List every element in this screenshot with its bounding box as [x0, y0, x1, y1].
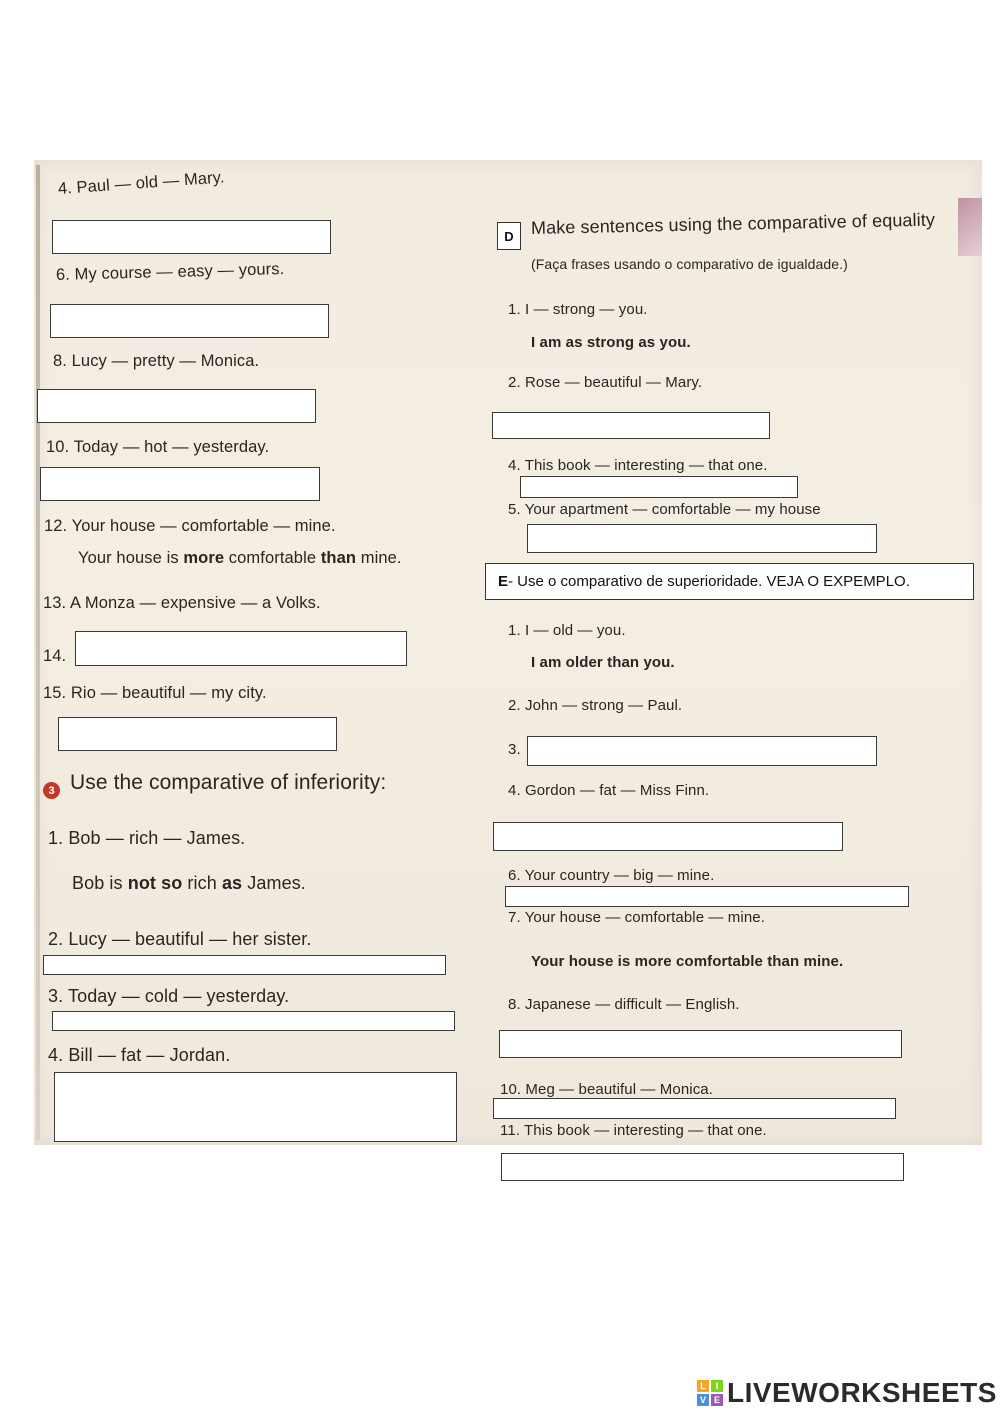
- section-d-example: I am as strong as you.: [531, 334, 691, 351]
- answer-input[interactable]: [494, 823, 842, 850]
- answer-box-3-4[interactable]: [54, 1072, 457, 1142]
- section-e-item-6: 6. Your country — big — mine.: [508, 867, 715, 884]
- exercise-item-14-number: 14.: [43, 647, 67, 665]
- example-sentence-12: Your house is more comfortable than mine.: [78, 549, 402, 567]
- exercise-item-12: 12. Your house — comfortable — mine.: [44, 517, 336, 535]
- section-e-instruction: - Use o comparativo de superioridade. VEJA O EXPEMPLO.: [508, 573, 910, 590]
- answer-input[interactable]: [59, 718, 336, 750]
- answer-input[interactable]: [528, 737, 876, 765]
- section-e-example-7: Your house is more comfortable than mine.: [531, 953, 844, 970]
- answer-input[interactable]: [51, 305, 328, 337]
- section-e-item-8: 8. Japanese — difficult — English.: [508, 996, 740, 1013]
- answer-input[interactable]: [53, 1012, 454, 1030]
- section-e-item-7: 7. Your house — comfortable — mine.: [508, 909, 765, 926]
- section-3-title: Use the comparative of inferiority:: [70, 771, 387, 794]
- logo-grid-icon: [697, 1380, 723, 1406]
- answer-box-3-2[interactable]: [43, 955, 446, 975]
- answer-box-left-4[interactable]: [52, 220, 331, 254]
- section-d-item-4: 4. This book — interesting — that one.: [508, 457, 768, 474]
- answer-input[interactable]: [44, 956, 445, 974]
- answer-input[interactable]: [502, 1154, 903, 1180]
- exercise-item-13: 13. A Monza — expensive — a Volks.: [43, 594, 321, 612]
- section-3-item-4: 4. Bill — fat — Jordan.: [48, 1045, 231, 1065]
- section-e-item-4: 4. Gordon — fat — Miss Finn.: [508, 782, 710, 799]
- answer-input[interactable]: [38, 390, 315, 422]
- exercise-item-4: 4. Paul — old — Mary.: [57, 168, 226, 198]
- section-3-example: Bob is not so rich as James.: [72, 873, 306, 893]
- section-e-item-3-number: 3.: [508, 741, 521, 758]
- answer-box-3-3[interactable]: [52, 1011, 455, 1031]
- exercise-item-10: 10. Today — hot — yesterday.: [46, 438, 270, 456]
- answer-box-e-10[interactable]: [493, 1098, 896, 1119]
- answer-box-e-6[interactable]: [505, 886, 909, 907]
- answer-box-e-11[interactable]: [501, 1153, 904, 1181]
- answer-input[interactable]: [55, 1073, 456, 1141]
- answer-box-left-14[interactable]: [75, 631, 407, 666]
- section-e-item-1: 1. I — old — you.: [508, 622, 626, 639]
- answer-box-left-6[interactable]: [50, 304, 329, 338]
- answer-box-left-10[interactable]: [40, 467, 320, 501]
- section-e-example: I am older than you.: [531, 654, 675, 671]
- answer-box-left-8[interactable]: [37, 389, 316, 423]
- answer-box-e-8[interactable]: [499, 1030, 902, 1058]
- section-3-item-3: 3. Today — cold — yesterday.: [48, 986, 290, 1006]
- section-e-instruction-box: [485, 563, 974, 600]
- exercise-item-15: 15. Rio — beautiful — my city.: [43, 684, 267, 702]
- answer-input[interactable]: [53, 221, 330, 253]
- liveworksheets-logo: [697, 1376, 997, 1410]
- exercise-item-6: 6. My course — easy — yours.: [55, 260, 285, 284]
- answer-input[interactable]: [494, 1099, 895, 1118]
- section-d-item-1: 1. I — strong — you.: [508, 301, 648, 318]
- answer-input[interactable]: [506, 887, 908, 906]
- section-d-item-2: 2. Rose — beautiful — Mary.: [508, 374, 703, 391]
- logo-grid-cell: I: [711, 1380, 723, 1392]
- section-e-label: E: [498, 573, 509, 590]
- answer-box-d-5[interactable]: [527, 524, 877, 553]
- answer-box-e-4[interactable]: [493, 822, 843, 851]
- corner-mark: [958, 198, 982, 256]
- logo-grid-cell: V: [697, 1394, 709, 1406]
- section-d-label: D: [497, 222, 521, 250]
- exercise-item-8: 8. Lucy — pretty — Monica.: [53, 352, 260, 370]
- section-d-subtitle: (Faça frases usando o comparativo de igualdade.): [531, 256, 848, 272]
- section-3-item-2: 2. Lucy — beautiful — her sister.: [48, 929, 312, 949]
- logo-grid-cell: E: [711, 1394, 723, 1406]
- answer-box-d-2[interactable]: [492, 412, 770, 439]
- section-3-item-1: 1. Bob — rich — James.: [48, 828, 246, 848]
- section-e-item-10: 10. Meg — beautiful — Monica.: [500, 1081, 714, 1098]
- answer-box-d-4[interactable]: [520, 476, 798, 498]
- section-d-title: Make sentences using the comparative of equality: [530, 209, 936, 238]
- page-edge-shadow: [36, 165, 40, 1140]
- answer-input[interactable]: [521, 477, 797, 497]
- answer-input[interactable]: [41, 468, 319, 500]
- answer-input[interactable]: [500, 1031, 901, 1057]
- section-3-number: 3: [43, 782, 60, 799]
- section-e-item-2: 2. John — strong — Paul.: [508, 697, 683, 714]
- answer-input[interactable]: [528, 525, 876, 552]
- answer-input[interactable]: [493, 413, 769, 438]
- logo-grid-cell: L: [697, 1380, 709, 1392]
- answer-box-e-3[interactable]: [527, 736, 877, 766]
- answer-input[interactable]: [76, 632, 406, 665]
- section-e-item-11: 11. This book — interesting — that one.: [500, 1122, 767, 1139]
- answer-box-left-15[interactable]: [58, 717, 337, 751]
- logo-text: LIVEWORKSHEETS: [727, 1377, 997, 1408]
- section-d-item-5: 5. Your apartment — comfortable — my house: [508, 501, 821, 518]
